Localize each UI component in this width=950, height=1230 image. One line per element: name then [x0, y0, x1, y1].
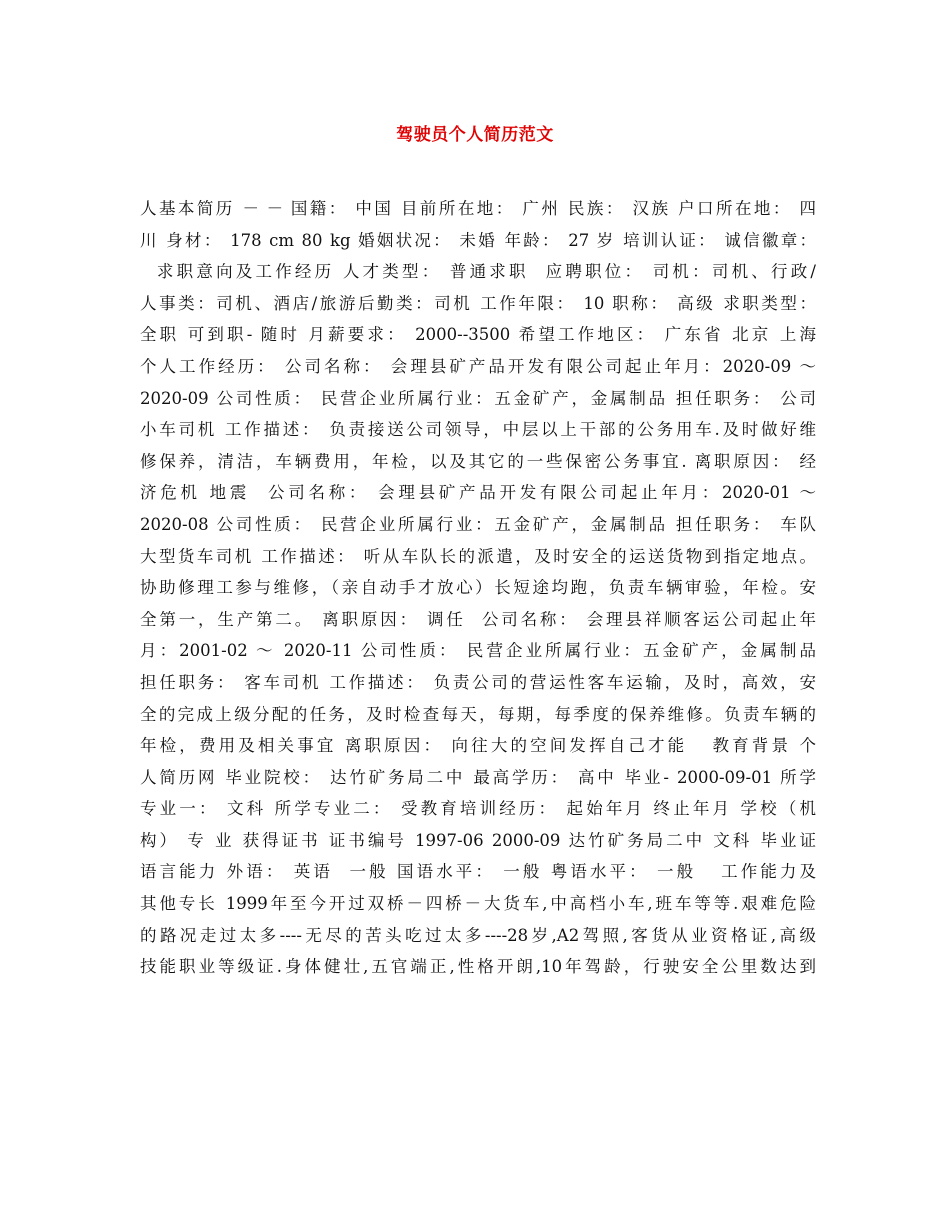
body-line: 担任职务： 客车司机 工作描述： 负责公司的营运性客车运输，及时，高效，安: [140, 672, 816, 692]
body-line: 个人工作经历： 公司名称： 会理县矿产品开发有限公司起止年月：2020-09 ～: [140, 356, 816, 376]
body-line: 构） 专 业 获得证书 证书编号 1997-06 2000-09 达竹矿务局二中 文科 毕业证: [140, 830, 816, 850]
body-line: 人简历网 毕业院校： 达竹矿务局二中 最高学历： 高中 毕业- 2000-09-01 所学: [140, 767, 816, 787]
body-line: 2020-09 公司性质： 民营企业所属行业：五金矿产，金属制品 担任职务： 公司: [140, 388, 816, 408]
body-line: 济危机 地震 公司名称： 会理县矿产品开发有限公司起止年月：2020-01 ～: [140, 483, 816, 503]
body-line: 全的完成上级分配的任务，及时检查每天，每期，每季度的保养维修。负责车辆的: [140, 704, 816, 724]
body-line: 小车司机 工作描述： 负责接送公司领导，中层以上干部的公务用车.及时做好维: [140, 420, 816, 440]
document-title: 驾驶员个人简历范文: [396, 125, 554, 145]
body-line: 人事类：司机、酒店/旅游后勤类：司机 工作年限： 10 职称： 高级 求职类型：: [140, 293, 816, 313]
body-line: 全第一，生产第二。 离职原因： 调任 公司名称： 会理县祥顺客运公司起止年: [140, 609, 816, 629]
body-line: 的路况走过太多----无尽的苦头吃过太多----28岁,A2驾照,客货从业资格证,高级: [140, 925, 816, 945]
body-line: 2020-08 公司性质： 民营企业所属行业：五金矿产，金属制品 担任职务： 车队: [140, 514, 816, 534]
document-body: [140, 193, 816, 983]
body-line: 其他专长 1999年至今开过双桥－四桥－大货车,中高档小车,班车等等.艰难危险: [140, 894, 816, 914]
body-line: 年检，费用及相关事宜 离职原因： 向往大的空间发挥自己才能 教育背景 个: [140, 736, 816, 756]
body-line: 专业一： 文科 所学专业二： 受教育培训经历： 起始年月 终止年月 学校（机: [140, 799, 816, 819]
body-line: 协助修理工参与维修，（亲自动手才放心）长短途均跑，负责车辆审验，年检。安: [140, 578, 816, 598]
body-line: 语言能力 外语： 英语 一般 国语水平： 一般 粤语水平： 一般 工作能力及: [140, 862, 816, 882]
body-line: 月：2001-02 ～ 2020-11 公司性质： 民营企业所属行业：五金矿产，金属制品: [140, 641, 816, 661]
body-line: 大型货车司机 工作描述： 听从车队长的派遣，及时安全的运送货物到指定地点。: [140, 546, 816, 566]
body-line: 全职 可到职- 随时 月薪要求： 2000--3500 希望工作地区： 广东省 北京 上海: [140, 325, 816, 345]
body-line: 修保养，清洁，车辆费用，年检，以及其它的一些保密公务事宜. 离职原因： 经: [140, 451, 816, 471]
body-line: 技能职业等级证.身体健壮,五官端正,性格开朗,10年驾龄，行驶安全公里数达到: [140, 957, 816, 977]
body-line: 求职意向及工作经历 人才类型： 普通求职 应聘职位： 司机：司机、行政/: [140, 262, 816, 282]
body-line: 川 身材： 178 cm 80 kg 婚姻状况： 未婚 年龄： 27 岁 培训认证： 诚信徽章：: [140, 230, 816, 250]
body-line: 人基本简历 － － 国籍： 中国 目前所在地： 广州 民族： 汉族 户口所在地： 四: [140, 199, 816, 218]
